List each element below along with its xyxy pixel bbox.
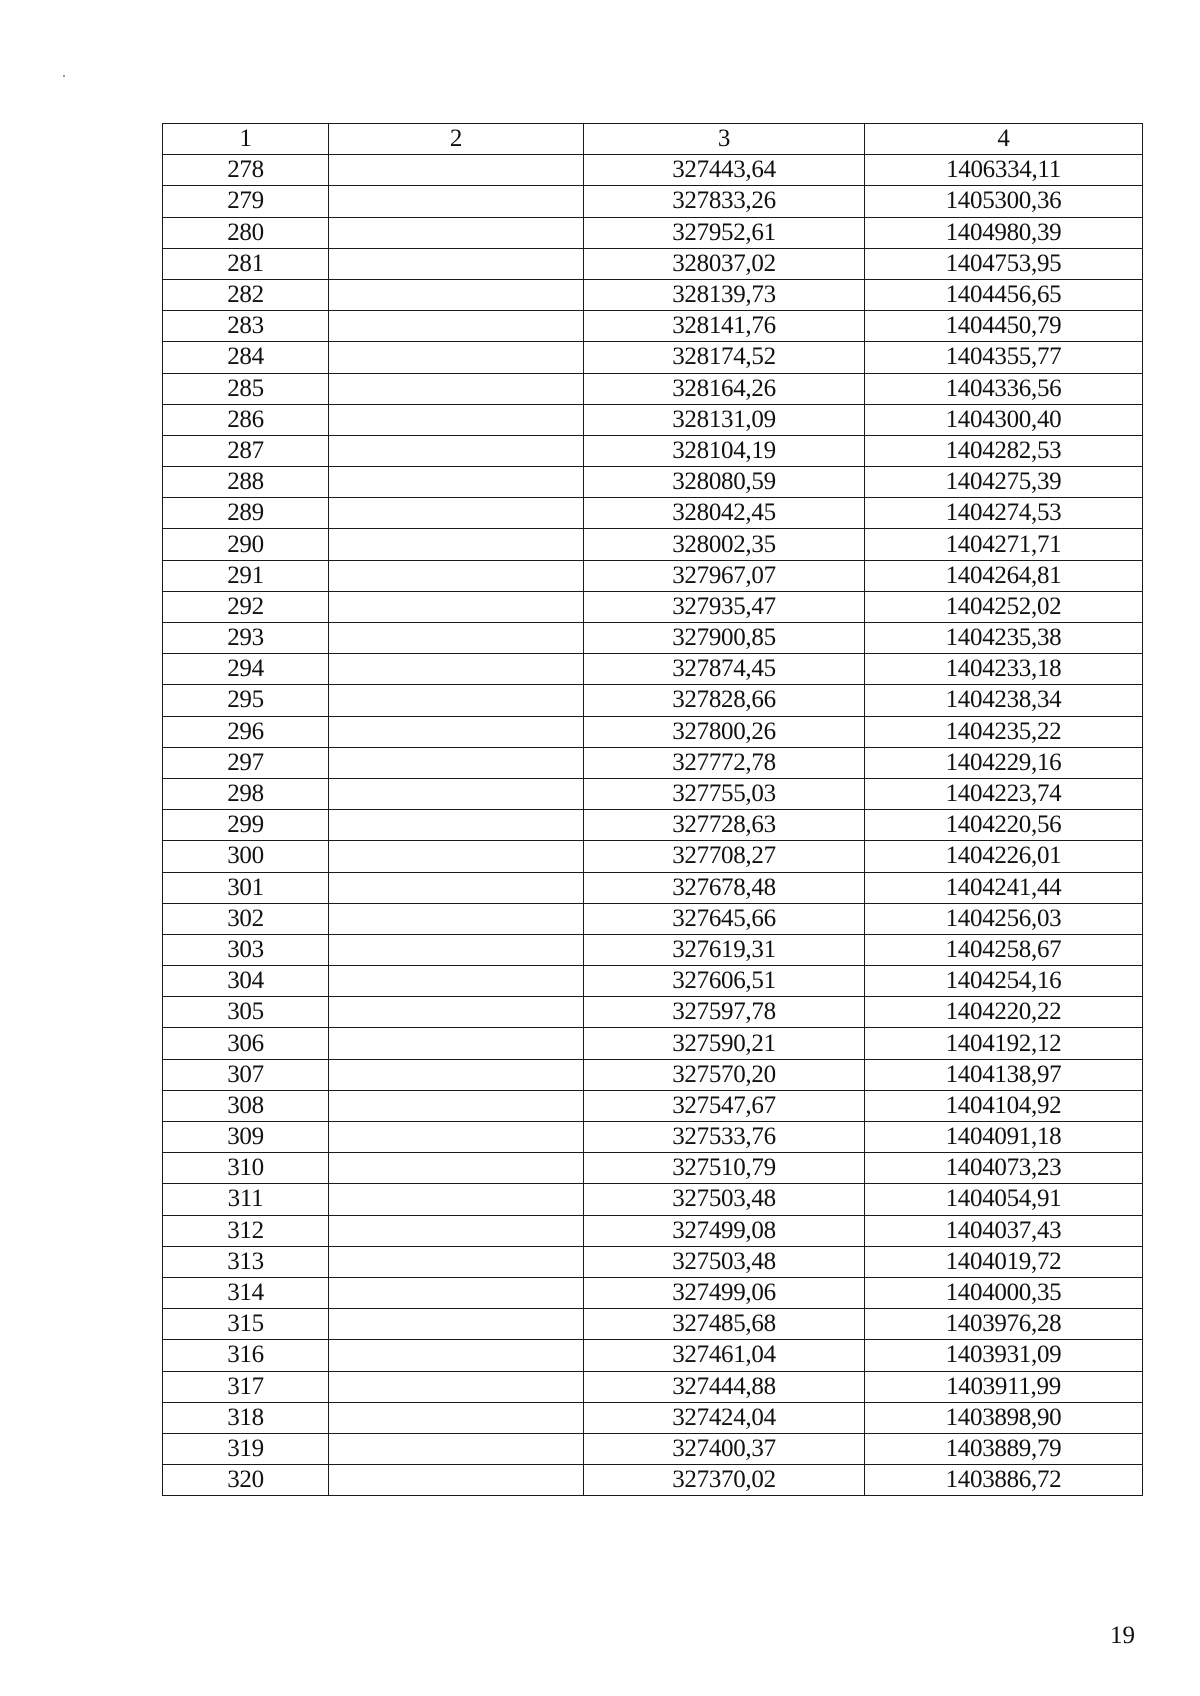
x-coordinate-cell: 327370,02 xyxy=(584,1465,865,1496)
point-number-cell: 288 xyxy=(163,467,329,498)
table-row xyxy=(163,1371,1143,1402)
point-number-cell: 319 xyxy=(163,1433,329,1464)
blank-cell xyxy=(329,778,584,809)
blank-cell xyxy=(329,716,584,747)
blank-cell xyxy=(329,872,584,903)
blank-cell xyxy=(329,435,584,466)
blank-cell xyxy=(329,1371,584,1402)
point-number-cell: 280 xyxy=(163,217,329,248)
y-coordinate-cell: 1404274,53 xyxy=(865,498,1143,529)
table-row xyxy=(163,404,1143,435)
x-coordinate-cell: 327678,48 xyxy=(584,872,865,903)
point-number-cell: 296 xyxy=(163,716,329,747)
table-row xyxy=(163,872,1143,903)
x-coordinate-cell: 327772,78 xyxy=(584,747,865,778)
point-number-cell: 293 xyxy=(163,623,329,654)
y-coordinate-cell: 1404238,34 xyxy=(865,685,1143,716)
point-number-cell: 279 xyxy=(163,186,329,217)
x-coordinate-cell: 328164,26 xyxy=(584,373,865,404)
y-coordinate-cell: 1404275,39 xyxy=(865,467,1143,498)
x-coordinate-cell: 327444,88 xyxy=(584,1371,865,1402)
x-coordinate-cell: 327952,61 xyxy=(584,217,865,248)
y-coordinate-cell: 1403911,99 xyxy=(865,1371,1143,1402)
point-number-cell: 305 xyxy=(163,997,329,1028)
point-number-cell: 311 xyxy=(163,1184,329,1215)
table-body xyxy=(163,155,1143,1496)
table-row xyxy=(163,685,1143,716)
x-coordinate-cell: 327900,85 xyxy=(584,623,865,654)
blank-cell xyxy=(329,1465,584,1496)
blank-cell xyxy=(329,747,584,778)
x-coordinate-cell: 328002,35 xyxy=(584,529,865,560)
point-number-cell: 281 xyxy=(163,248,329,279)
blank-cell xyxy=(329,1309,584,1340)
point-number-cell: 297 xyxy=(163,747,329,778)
point-number-cell: 292 xyxy=(163,591,329,622)
y-coordinate-cell: 1404138,97 xyxy=(865,1059,1143,1090)
point-number-cell: 318 xyxy=(163,1402,329,1433)
table-row xyxy=(163,1340,1143,1371)
y-coordinate-cell: 1404226,01 xyxy=(865,841,1143,872)
scan-speck xyxy=(63,75,65,77)
blank-cell xyxy=(329,685,584,716)
y-coordinate-cell: 1404336,56 xyxy=(865,373,1143,404)
y-coordinate-cell: 1403931,09 xyxy=(865,1340,1143,1371)
blank-cell xyxy=(329,1153,584,1184)
blank-cell xyxy=(329,1090,584,1121)
table-row xyxy=(163,279,1143,310)
blank-cell xyxy=(329,1122,584,1153)
point-number-cell: 303 xyxy=(163,934,329,965)
table-row xyxy=(163,841,1143,872)
blank-cell xyxy=(329,248,584,279)
header-col-1: 1 xyxy=(163,124,329,155)
point-number-cell: 295 xyxy=(163,685,329,716)
table-row xyxy=(163,1028,1143,1059)
x-coordinate-cell: 327800,26 xyxy=(584,716,865,747)
x-coordinate-cell: 328174,52 xyxy=(584,342,865,373)
table-row xyxy=(163,747,1143,778)
table-row xyxy=(163,342,1143,373)
blank-cell xyxy=(329,591,584,622)
blank-cell xyxy=(329,279,584,310)
table-row xyxy=(163,1465,1143,1496)
x-coordinate-cell: 327461,04 xyxy=(584,1340,865,1371)
point-number-cell: 302 xyxy=(163,903,329,934)
table-row xyxy=(163,623,1143,654)
header-col-2: 2 xyxy=(329,124,584,155)
point-number-cell: 283 xyxy=(163,311,329,342)
table-header xyxy=(163,124,1143,155)
table-row xyxy=(163,654,1143,685)
x-coordinate-cell: 327619,31 xyxy=(584,934,865,965)
y-coordinate-cell: 1404223,74 xyxy=(865,778,1143,809)
point-number-cell: 286 xyxy=(163,404,329,435)
y-coordinate-cell: 1403889,79 xyxy=(865,1433,1143,1464)
y-coordinate-cell: 1405300,36 xyxy=(865,186,1143,217)
y-coordinate-cell: 1404980,39 xyxy=(865,217,1143,248)
y-coordinate-cell: 1403886,72 xyxy=(865,1465,1143,1496)
y-coordinate-cell: 1404192,12 xyxy=(865,1028,1143,1059)
table-row xyxy=(163,1122,1143,1153)
blank-cell xyxy=(329,1028,584,1059)
table-row xyxy=(163,1309,1143,1340)
x-coordinate-cell: 327755,03 xyxy=(584,778,865,809)
point-number-cell: 289 xyxy=(163,498,329,529)
point-number-cell: 284 xyxy=(163,342,329,373)
x-coordinate-cell: 327424,04 xyxy=(584,1402,865,1433)
x-coordinate-cell: 328141,76 xyxy=(584,311,865,342)
y-coordinate-cell: 1404254,16 xyxy=(865,966,1143,997)
y-coordinate-cell: 1404450,79 xyxy=(865,311,1143,342)
x-coordinate-cell: 327510,79 xyxy=(584,1153,865,1184)
table-row xyxy=(163,1215,1143,1246)
x-coordinate-cell: 328037,02 xyxy=(584,248,865,279)
table-row xyxy=(163,155,1143,186)
blank-cell xyxy=(329,342,584,373)
blank-cell xyxy=(329,498,584,529)
y-coordinate-cell: 1404252,02 xyxy=(865,591,1143,622)
header-row xyxy=(163,124,1143,155)
x-coordinate-cell: 328080,59 xyxy=(584,467,865,498)
point-number-cell: 291 xyxy=(163,560,329,591)
blank-cell xyxy=(329,155,584,186)
point-number-cell: 298 xyxy=(163,778,329,809)
point-number-cell: 309 xyxy=(163,1122,329,1153)
y-coordinate-cell: 1404753,95 xyxy=(865,248,1143,279)
y-coordinate-cell: 1404073,23 xyxy=(865,1153,1143,1184)
point-number-cell: 301 xyxy=(163,872,329,903)
y-coordinate-cell: 1404271,71 xyxy=(865,529,1143,560)
blank-cell xyxy=(329,1246,584,1277)
y-coordinate-cell: 1404258,67 xyxy=(865,934,1143,965)
y-coordinate-cell: 1404220,56 xyxy=(865,810,1143,841)
table-row xyxy=(163,1433,1143,1464)
blank-cell xyxy=(329,217,584,248)
table-row xyxy=(163,934,1143,965)
point-number-cell: 290 xyxy=(163,529,329,560)
table-row xyxy=(163,248,1143,279)
y-coordinate-cell: 1404054,91 xyxy=(865,1184,1143,1215)
y-coordinate-cell: 1403976,28 xyxy=(865,1309,1143,1340)
y-coordinate-cell: 1404019,72 xyxy=(865,1246,1143,1277)
point-number-cell: 310 xyxy=(163,1153,329,1184)
x-coordinate-cell: 328139,73 xyxy=(584,279,865,310)
table-row xyxy=(163,373,1143,404)
header-col-4: 4 xyxy=(865,124,1143,155)
x-coordinate-cell: 327728,63 xyxy=(584,810,865,841)
x-coordinate-cell: 328131,09 xyxy=(584,404,865,435)
y-coordinate-cell: 1404300,40 xyxy=(865,404,1143,435)
point-number-cell: 314 xyxy=(163,1277,329,1308)
table-row xyxy=(163,716,1143,747)
point-number-cell: 313 xyxy=(163,1246,329,1277)
y-coordinate-cell: 1403898,90 xyxy=(865,1402,1143,1433)
page-number: 19 xyxy=(1110,1622,1135,1649)
table-row xyxy=(163,1246,1143,1277)
table-row xyxy=(163,903,1143,934)
x-coordinate-cell: 327606,51 xyxy=(584,966,865,997)
blank-cell xyxy=(329,404,584,435)
coordinates-table xyxy=(162,123,1143,1496)
x-coordinate-cell: 327499,06 xyxy=(584,1277,865,1308)
x-coordinate-cell: 327874,45 xyxy=(584,654,865,685)
blank-cell xyxy=(329,373,584,404)
table-row xyxy=(163,217,1143,248)
point-number-cell: 300 xyxy=(163,841,329,872)
x-coordinate-cell: 328104,19 xyxy=(584,435,865,466)
table-row xyxy=(163,778,1143,809)
blank-cell xyxy=(329,934,584,965)
table-row xyxy=(163,1277,1143,1308)
y-coordinate-cell: 1404037,43 xyxy=(865,1215,1143,1246)
table-row xyxy=(163,311,1143,342)
x-coordinate-cell: 327499,08 xyxy=(584,1215,865,1246)
blank-cell xyxy=(329,311,584,342)
blank-cell xyxy=(329,1402,584,1433)
y-coordinate-cell: 1404091,18 xyxy=(865,1122,1143,1153)
x-coordinate-cell: 327547,67 xyxy=(584,1090,865,1121)
point-number-cell: 287 xyxy=(163,435,329,466)
point-number-cell: 307 xyxy=(163,1059,329,1090)
x-coordinate-cell: 327590,21 xyxy=(584,1028,865,1059)
table-row xyxy=(163,435,1143,466)
blank-cell xyxy=(329,654,584,685)
table-row xyxy=(163,529,1143,560)
point-number-cell: 315 xyxy=(163,1309,329,1340)
blank-cell xyxy=(329,1184,584,1215)
x-coordinate-cell: 327833,26 xyxy=(584,186,865,217)
blank-cell xyxy=(329,560,584,591)
table-row xyxy=(163,966,1143,997)
blank-cell xyxy=(329,1433,584,1464)
table-row xyxy=(163,498,1143,529)
y-coordinate-cell: 1404220,22 xyxy=(865,997,1143,1028)
x-coordinate-cell: 328042,45 xyxy=(584,498,865,529)
blank-cell xyxy=(329,529,584,560)
point-number-cell: 312 xyxy=(163,1215,329,1246)
table-row xyxy=(163,1090,1143,1121)
x-coordinate-cell: 327503,48 xyxy=(584,1246,865,1277)
point-number-cell: 308 xyxy=(163,1090,329,1121)
x-coordinate-cell: 327828,66 xyxy=(584,685,865,716)
y-coordinate-cell: 1404282,53 xyxy=(865,435,1143,466)
x-coordinate-cell: 327485,68 xyxy=(584,1309,865,1340)
x-coordinate-cell: 327570,20 xyxy=(584,1059,865,1090)
y-coordinate-cell: 1404355,77 xyxy=(865,342,1143,373)
table-row xyxy=(163,997,1143,1028)
table-row xyxy=(163,1184,1143,1215)
table-row xyxy=(163,591,1143,622)
y-coordinate-cell: 1404104,92 xyxy=(865,1090,1143,1121)
blank-cell xyxy=(329,1277,584,1308)
table-row xyxy=(163,1153,1143,1184)
blank-cell xyxy=(329,467,584,498)
blank-cell xyxy=(329,623,584,654)
blank-cell xyxy=(329,1059,584,1090)
point-number-cell: 320 xyxy=(163,1465,329,1496)
point-number-cell: 299 xyxy=(163,810,329,841)
blank-cell xyxy=(329,997,584,1028)
y-coordinate-cell: 1404264,81 xyxy=(865,560,1143,591)
y-coordinate-cell: 1404235,38 xyxy=(865,623,1143,654)
y-coordinate-cell: 1404456,65 xyxy=(865,279,1143,310)
x-coordinate-cell: 327645,66 xyxy=(584,903,865,934)
table-row xyxy=(163,1402,1143,1433)
point-number-cell: 282 xyxy=(163,279,329,310)
y-coordinate-cell: 1404235,22 xyxy=(865,716,1143,747)
x-coordinate-cell: 327708,27 xyxy=(584,841,865,872)
x-coordinate-cell: 327597,78 xyxy=(584,997,865,1028)
x-coordinate-cell: 327503,48 xyxy=(584,1184,865,1215)
x-coordinate-cell: 327967,07 xyxy=(584,560,865,591)
point-number-cell: 317 xyxy=(163,1371,329,1402)
point-number-cell: 304 xyxy=(163,966,329,997)
table-row xyxy=(163,810,1143,841)
x-coordinate-cell: 327935,47 xyxy=(584,591,865,622)
header-col-3: 3 xyxy=(584,124,865,155)
blank-cell xyxy=(329,1340,584,1371)
blank-cell xyxy=(329,841,584,872)
point-number-cell: 285 xyxy=(163,373,329,404)
point-number-cell: 306 xyxy=(163,1028,329,1059)
y-coordinate-cell: 1404241,44 xyxy=(865,872,1143,903)
blank-cell xyxy=(329,1215,584,1246)
x-coordinate-cell: 327443,64 xyxy=(584,155,865,186)
y-coordinate-cell: 1404229,16 xyxy=(865,747,1143,778)
y-coordinate-cell: 1404233,18 xyxy=(865,654,1143,685)
table-row xyxy=(163,1059,1143,1090)
blank-cell xyxy=(329,966,584,997)
blank-cell xyxy=(329,186,584,217)
x-coordinate-cell: 327400,37 xyxy=(584,1433,865,1464)
point-number-cell: 316 xyxy=(163,1340,329,1371)
y-coordinate-cell: 1404000,35 xyxy=(865,1277,1143,1308)
table-row xyxy=(163,467,1143,498)
y-coordinate-cell: 1404256,03 xyxy=(865,903,1143,934)
point-number-cell: 294 xyxy=(163,654,329,685)
table-row xyxy=(163,186,1143,217)
table-row xyxy=(163,560,1143,591)
x-coordinate-cell: 327533,76 xyxy=(584,1122,865,1153)
y-coordinate-cell: 1406334,11 xyxy=(865,155,1143,186)
blank-cell xyxy=(329,810,584,841)
point-number-cell: 278 xyxy=(163,155,329,186)
blank-cell xyxy=(329,903,584,934)
